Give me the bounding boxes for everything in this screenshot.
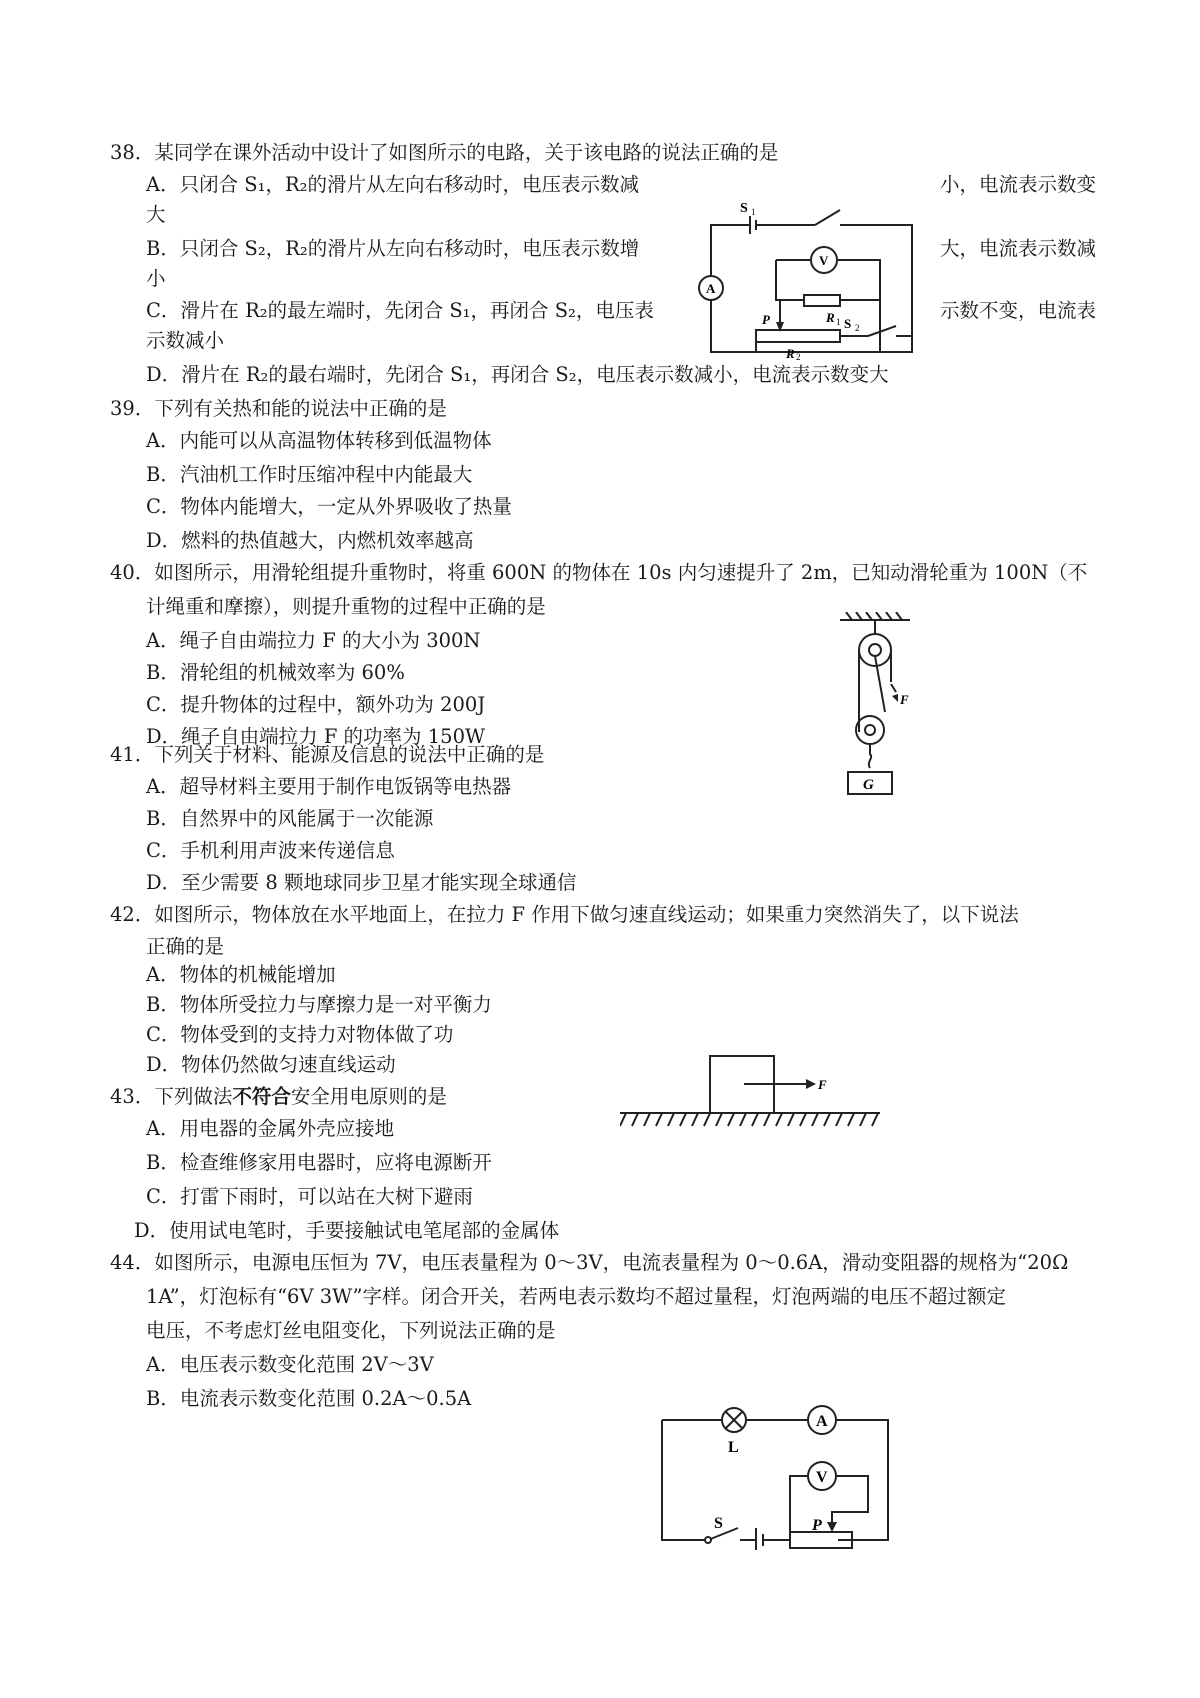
s2-label: S [844, 316, 852, 331]
q43-stem [110, 1084, 447, 1110]
ammeter-label: A [816, 1413, 828, 1430]
s1-label: S [740, 201, 748, 216]
q43-option-b: B．检查维修家用电器时，应将电源断开 [146, 1151, 492, 1174]
q44-option-b: B．电流表示数变化范围 0.2A～0.5A [146, 1387, 472, 1410]
q39-option-a: A．内能可以从高温物体转移到低温物体 [146, 429, 492, 452]
q44-stem: 44．如图所示，电源电压恒为 7V，电压表量程为 0～3V，电流表量程为 0～0.6A，滑动变阻器的规格为“20Ω [110, 1251, 1069, 1274]
voltmeter-label: V [819, 253, 829, 268]
q41-option-d: D．至少需要 8 颗地球同步卫星才能实现全球通信 [146, 871, 577, 894]
voltmeter-label: V [816, 1469, 828, 1486]
q39-option-c: C．物体内能增大，一定从外界吸收了热量 [146, 495, 512, 518]
q38-circuit-diagram [690, 200, 920, 360]
q44-circuit-diagram [660, 1400, 900, 1550]
q38-option-b-right: 大，电流表示数减 [940, 237, 1097, 260]
q42-option-c: C．物体受到的支持力对物体做了功 [146, 1023, 454, 1046]
slider-p-label: P [812, 1517, 822, 1534]
slider-p-label: P [762, 312, 770, 327]
q40-stem-cont: 计绳重和摩擦），则提升重物的过程中正确的是 [146, 595, 546, 618]
q42-option-b: B．物体所受拉力与摩擦力是一对平衡力 [146, 993, 492, 1016]
force-f-label: F [818, 1077, 827, 1092]
q41-option-b: B．自然界中的风能属于一次能源 [146, 807, 434, 830]
q38-option-a: A．只闭合 S₁，R₂的滑片从左向右移动时，电压表示数减 [146, 173, 639, 196]
s1-sub: 1 [751, 207, 756, 217]
q38-stem: 38．某同学在课外活动中设计了如图所示的电路，关于该电路的说法正确的是 [110, 141, 779, 164]
q40-option-d: D．绳子自由端拉力 F 的功率为 150W [146, 725, 486, 748]
q42-option-d: D．物体仍然做匀速直线运动 [146, 1053, 396, 1076]
q41-option-a: A．超导材料主要用于制作电饭锅等电热器 [146, 775, 512, 798]
q39-stem: 39．下列有关热和能的说法中正确的是 [110, 397, 447, 420]
weight-g-label: G [863, 777, 874, 793]
q44-stem-cont2: 电压，不考虑灯丝电阻变化，下列说法正确的是 [146, 1319, 556, 1342]
r1-sub: 1 [836, 317, 841, 327]
q38-option-b: B．只闭合 S₂，R₂的滑片从左向右移动时，电压表示数增 [146, 237, 640, 260]
ammeter-label: A [706, 281, 716, 296]
lamp-l-label: L [728, 1439, 739, 1456]
s2-sub: 2 [855, 323, 860, 333]
force-f-label: F [900, 692, 909, 707]
q43-stem-bold: 不符合 [232, 1085, 291, 1108]
q42-block-diagram [620, 1050, 880, 1130]
q40-option-c: C．提升物体的过程中，额外功为 200J [146, 693, 486, 716]
q38-option-c: C．滑片在 R₂的最左端时，先闭合 S₁，再闭合 S₂，电压表 [146, 299, 654, 322]
q41-stem: 41．下列关于材料、能源及信息的说法中正确的是 [110, 743, 545, 766]
r2-label: R [786, 346, 795, 360]
q40-pulley-diagram [838, 612, 928, 822]
q42-option-a: A．物体的机械能增加 [146, 963, 336, 986]
q39-option-b: B．汽油机工作时压缩冲程中内能最大 [146, 463, 473, 486]
q38-option-d: D．滑片在 R₂的最右端时，先闭合 S₁，再闭合 S₂，电压表示数减小，电流表示数变大 [146, 363, 889, 386]
q38-option-a-cont: 大 [146, 203, 166, 226]
q44-stem-cont1: 1A”，灯泡标有“6V 3W”字样。闭合开关，若两电表示数均不超过量程，灯泡两端的电压不超过额定 [146, 1285, 1007, 1308]
q38-option-a-right: 小，电流表示数变 [940, 173, 1097, 196]
q38-option-c-right: 示数不变，电流表 [940, 299, 1097, 322]
q44-option-a: A．电压表示数变化范围 2V～3V [146, 1353, 434, 1376]
r1-label: R [826, 310, 835, 325]
q42-stem: 42．如图所示，物体放在水平地面上，在拉力 F 作用下做匀速直线运动；如果重力突然消失了，以下说法 [110, 903, 1019, 926]
switch-s-label: S [714, 1515, 723, 1532]
q40-option-a: A．绳子自由端拉力 F 的大小为 300N [146, 629, 481, 652]
q38-option-b-cont: 小 [146, 267, 166, 290]
q39-option-d: D．燃料的热值越大，内燃机效率越高 [146, 529, 474, 552]
q40-option-b: B．滑轮组的机械效率为 60% [146, 661, 405, 684]
q43-option-a: A．用电器的金属外壳应接地 [146, 1117, 395, 1140]
q43-stem-pre: 43．下列做法 [110, 1085, 233, 1108]
r2-sub: 2 [796, 352, 801, 360]
q40-stem: 40．如图所示，用滑轮组提升重物时，将重 600N 的物体在 10s 内匀速提升了 2m，已知动滑轮重为 100N（不 [110, 561, 1088, 584]
q42-stem-cont: 正确的是 [146, 935, 225, 958]
q43-stem-post: 安全用电原则的是 [290, 1085, 447, 1108]
q43-option-c: C．打雷下雨时，可以站在大树下避雨 [146, 1185, 473, 1208]
q43-option-d: D．使用试电笔时，手要接触试电笔尾部的金属体 [134, 1219, 560, 1242]
q38-option-c-cont: 示数减小 [146, 329, 225, 352]
q41-option-c: C．手机利用声波来传递信息 [146, 839, 395, 862]
